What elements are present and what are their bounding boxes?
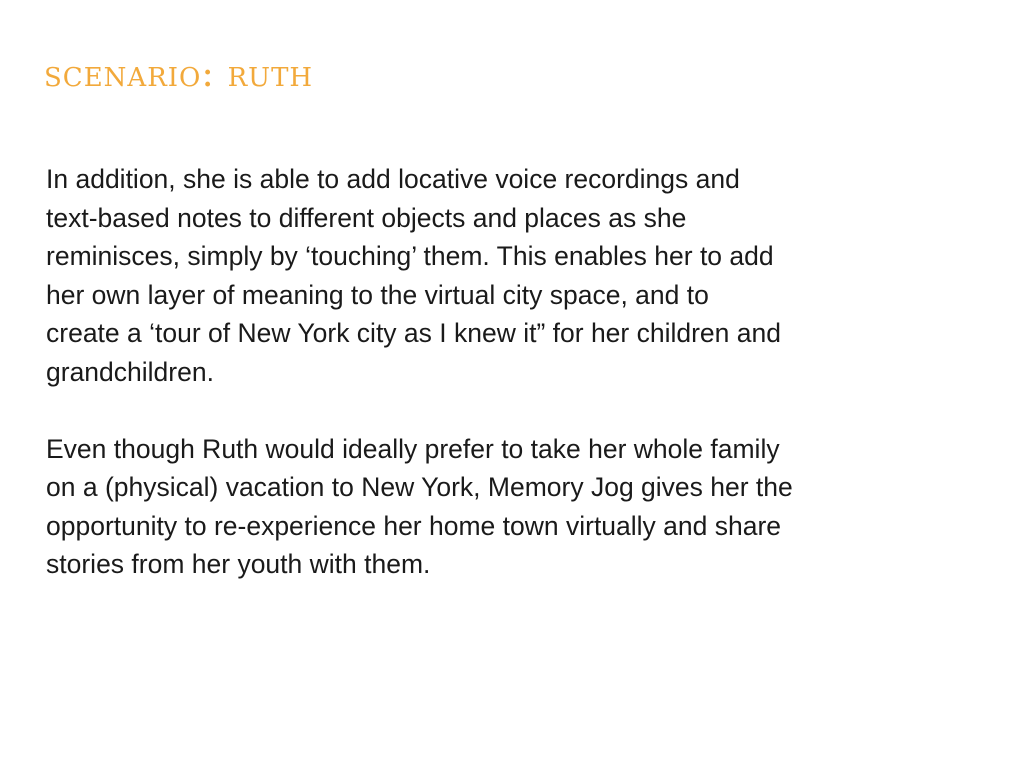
body-line: In addition, she is able to add locative voice recordings and: [46, 164, 740, 194]
slide-body: [46, 160, 966, 584]
paragraph-2: [46, 430, 966, 584]
slide-title: scenario: ruth: [44, 52, 314, 95]
body-line: her own layer of meaning to the virtual city space, and to: [46, 279, 709, 310]
body-line: stories from her youth with them.: [46, 549, 431, 579]
body-line: reminisces, simply by ‘touching’ them. This enables her to add: [46, 241, 774, 271]
body-line: Even though Ruth would ideally prefer to take her whole family: [46, 433, 780, 464]
body-line: opportunity to re-experience her home town virtually and share: [46, 510, 782, 541]
body-line: on a (physical) vacation to New York, Memory Jog gives her the: [46, 472, 793, 502]
body-line: text-based notes to different objects and places as she: [46, 202, 687, 233]
body-line: create a ‘tour of New York city as I knew it” for her children and: [46, 318, 781, 348]
paragraph-1: [46, 160, 966, 391]
body-line: grandchildren.: [46, 356, 214, 387]
